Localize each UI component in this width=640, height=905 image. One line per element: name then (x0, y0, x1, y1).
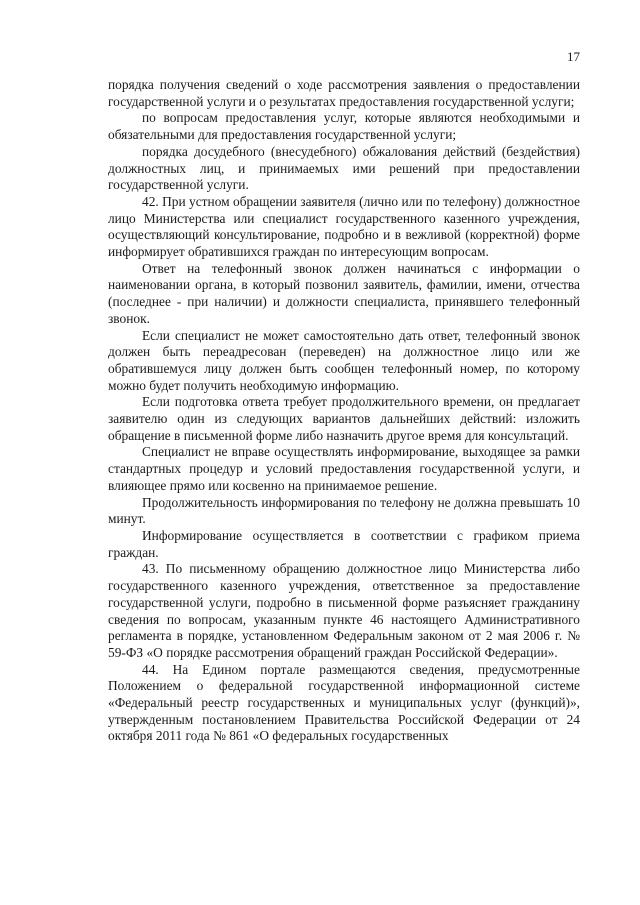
page-number: 17 (567, 49, 580, 64)
paragraph-consultation-topic-services: по вопросам предоставления услуг, которые являются необходимыми и обязательными для предоставления государственной услуги; (108, 110, 580, 143)
paragraph-prolonged-answer: Если подготовка ответа требует продолжительного времени, он предлагает заявителю один из следующих вариантов дальнейших действий: изложить обращение в письменной форме либо назначить другое время для консультаций. (108, 394, 580, 443)
paragraph-clause-42: 42. При устном обращении заявителя (лично или по телефону) должностное лицо Министерства или специалист государственного казенного учреждения, осуществляющий консультирование, подробно и в вежливой (корректной) форме информирует обратившихся граждан по интересующим вопросам. (108, 193, 580, 260)
paragraph-phone-duration: Продолжительность информирования по телефону не должна превышать 10 минут. (108, 494, 580, 527)
document-body (108, 77, 580, 745)
paragraph-consultation-topic-status: порядка получения сведений о ходе рассмотрения заявления о предоставлении государственной услуги и о результатах предоставления государственной услуги; (108, 77, 580, 109)
paragraph-consultation-topic-appeal: порядка досудебного (внесудебного) обжалования действий (бездействия) должностных лиц, и принимаемых ими решений при предоставлении государственной услуги. (108, 143, 580, 193)
paragraph-reception-schedule: Информирование осуществляется в соответствии с графиком приема граждан. (108, 527, 580, 560)
paragraph-phone-redirect: Если специалист не может самостоятельно дать ответ, телефонный звонок должен быть переадресован (переведен) на должностное лицо или же обратившемуся лицу должен быть сообщен телефонный номер, по которому можно будет получить необходимую информацию. (108, 327, 580, 393)
paragraph-specialist-limits: Специалист не вправе осуществлять информирование, выходящее за рамки стандартных процедур и условий предоставления государственной услуги, и влияющее прямо или косвенно на принимаемое решение. (108, 444, 580, 493)
paragraph-phone-answer: Ответ на телефонный звонок должен начинаться с информации о наименовании органа, в который позвонил заявитель, фамилии, имени, отчества (последнее - при наличии) и должности специалиста, принявшего телефонный звонок. (108, 260, 580, 326)
paragraph-clause-44: 44. На Едином портале размещаются сведения, предусмотренные Положением о федеральной государственной информационной системе «Федеральный реестр государственных и муниципальных услуг (функций)», утвержденным постановлением Правительства Российской Федерации от 24 октября 2011 года № 861 «О федеральных государственных (108, 661, 580, 744)
paragraph-clause-43: 43. По письменному обращению должностное лицо Министерства либо государственного казенного учреждения, ответственное за предоставление государственной услуги, подробно в письменной форме разъясняет гражданину сведения по вопросам, указанным пункте 46 настоящего Административного регламента в порядке, установленном Федеральным законом от 2 мая 2006 г. № 59-ФЗ «О порядке рассмотрения обращений граждан Российской Федерации». (108, 561, 580, 660)
